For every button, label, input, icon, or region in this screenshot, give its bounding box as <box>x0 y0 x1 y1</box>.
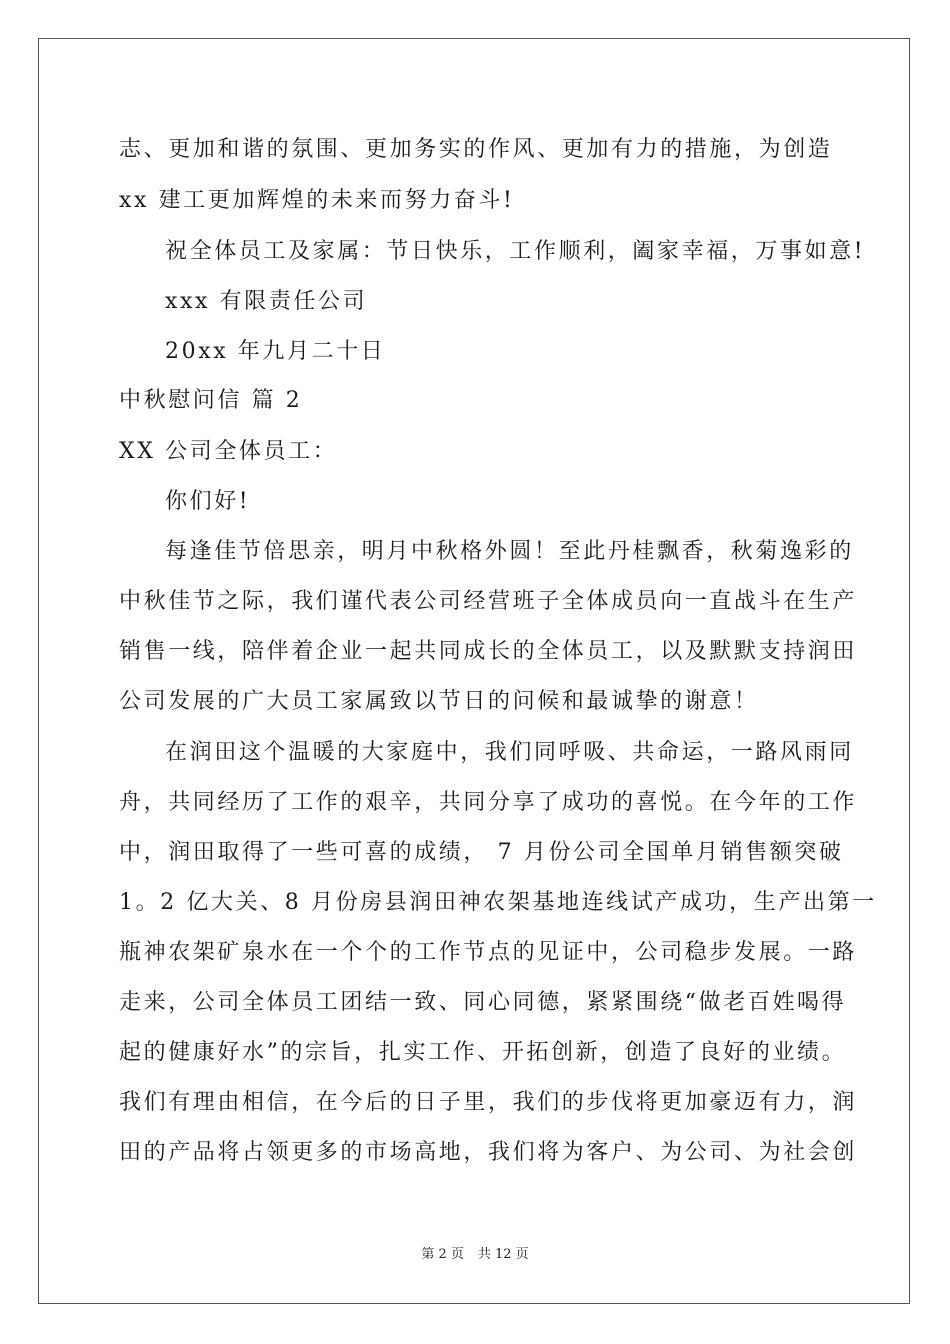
text-line: xx 建工更加辉煌的未来而努力奋斗! <box>119 188 515 213</box>
section-heading: 中秋慰问信 篇 2 <box>119 388 303 413</box>
text-line: 志、更加和谐的氛围、更加务实的作风、更加有力的措施，为创造 <box>119 137 833 162</box>
text-line: 祝全体员工及家属：节日快乐，工作顺利，阖家幸福，万事如意! <box>165 239 866 264</box>
text-line: 瓶神农架矿泉水在一个个的工作节点的见证中，公司稳步发展。一路 <box>119 940 858 965</box>
greeting: 你们好! <box>165 489 251 514</box>
signature-date: 20xx 年九月二十日 <box>165 339 386 364</box>
text-line: 每逢佳节倍思亲，明月中秋格外圆！至此丹桂飘香，秋菊逸彩的 <box>165 539 854 564</box>
text-line: 我们有理由相信，在今后的日子里，我们的步伐将更加豪迈有力，润 <box>119 1090 858 1115</box>
salutation: XX 公司全体员工： <box>119 439 338 464</box>
text-line: 在润田这个温暖的大家庭中，我们同呼吸、共命运，一路风雨同 <box>165 740 854 765</box>
page-number: 第 2 页 <box>421 1247 464 1262</box>
page-total: 共 12 页 <box>477 1247 529 1262</box>
company-signature: xxx 有限责任公司 <box>165 289 368 314</box>
page-footer <box>39 1247 911 1263</box>
page-frame <box>38 38 910 1304</box>
text-line: 公司发展的广大员工家属致以节日的问候和最诚挚的谢意！ <box>119 689 759 714</box>
text-line: 销售一线，陪伴着企业一起共同成长的全体员工，以及默默支持润田 <box>119 639 858 664</box>
text-line: 走来，公司全体员工团结一致、同心同德，紧紧围绕“做老百姓喝得 <box>119 990 847 1015</box>
text-line: 起的健康好水”的宗旨，扎实工作、开拓创新，创造了良好的业绩。 <box>119 1040 847 1065</box>
text-line: 舟，共同经历了工作的艰辛，共同分享了成功的喜悦。在今年的工作 <box>119 790 858 815</box>
text-line: 中，润田取得了一些可喜的成绩， 7 月份公司全国单月销售额突破 <box>119 840 844 865</box>
text-line: 1。2 亿大关、8 月份房县润田神农架基地连线试产成功，生产出第一 <box>119 890 877 915</box>
text-line: 中秋佳节之际，我们谨代表公司经营班子全体成员向一直战斗在生产 <box>119 589 858 614</box>
text-line: 田的产品将占领更多的市场高地，我们将为客户、为公司、为社会创 <box>119 1140 858 1165</box>
